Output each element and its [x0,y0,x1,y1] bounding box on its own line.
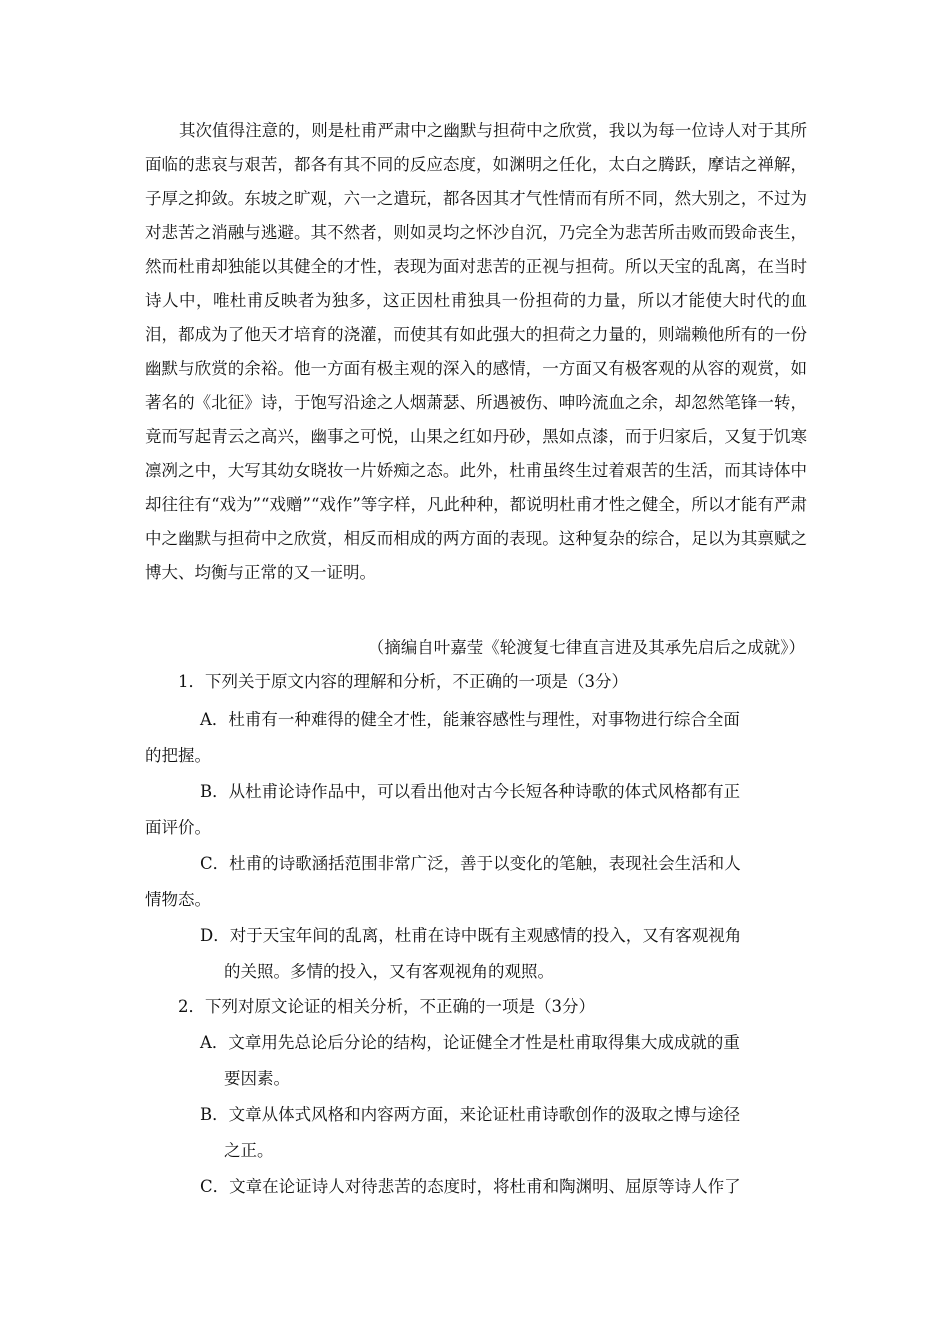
question-2-stem: 2．下列对原文论证的相关分析，不正确的一项是（3分） [178,997,595,1016]
question-1-option-b-continued: 面评价。 [145,818,211,837]
question-2-option-a-continued: 要因素。 [224,1069,290,1088]
question-2-option-a: A．文章用先总论后分论的结构，论证健全才性是杜甫取得集大成成就的重 [200,1033,740,1052]
question-1-stem: 1．下列关于原文内容的理解和分析，不正确的一项是（3分） [178,672,628,691]
passage-paragraph: 其次值得注意的，则是杜甫严肃中之幽默与担荷中之欣赏，我以为每一位诗人对于其所面临的悲哀与艰苦，都各有其不同的反应态度，如渊明之任化，太白之腾跃，摩诘之禅解，子厚之抑敛。东坡之旷观，六一之遣玩，都各因其才气性情而有所不同，然大别之，不过为对悲苦之消融与逃避。其不然者，则如灵均之怀沙自沉，乃完全为悲苦所击败而毁命丧生，然而杜甫却独能以其健全的才性，表现为面对悲苦的正视与担荷。所以天宝的乱离，在当时诗人中，唯杜甫反映者为独多，这正因杜甫独具一份担荷的力量，所以才能使大时代的血泪，都成为了他天才培育的浇灌，而使其有如此强大的担荷之力量的，则端赖他所有的一份幽默与欣赏的余裕。他一方面有极主观的深入的感情，一方面又有极客观的从容的观赏，如著名的《北征》诗，于饱写沿途之人烟萧瑟、所遇被伤、呻吟流血之余，却忽然笔锋一转，竟而写起青云之高兴，幽事之可悦，山果之红如丹砂，黑如点漆，而于归家后，又复于饥寒凛冽之中，大写其幼女晓妆一片娇痴之态。此外，杜甫虽终生过着艰苦的生活，而其诗体中却往往有“戏为”“戏赠”“戏作”等字样，凡此种种，都说明杜甫才性之健全，所以才能有严肃中之幽默与担荷中之欣赏，相反而相成的两方面的表现。这种复杂的综合，足以为其禀赋之博大、均衡与正常的又一证明。 [145,121,807,582]
question-1-option-c-continued: 情物态。 [145,890,211,909]
question-1-option-a: A．杜甫有一种难得的健全才性，能兼容感性与理性，对事物进行综合全面 [200,710,740,729]
question-1-option-d: D．对于天宝年间的乱离，杜甫在诗中既有主观感情的投入，又有客观视角 [200,926,742,945]
question-2-option-b-continued: 之正。 [224,1141,274,1160]
passage-source-citation: （摘编自叶嘉莹《轮渡复七律直言进及其承先启后之成就》） [367,638,805,657]
question-1-option-a-continued: 的把握。 [145,746,211,765]
question-1-option-c: C．杜甫的诗歌涵括范围非常广泛，善于以变化的笔触，表现社会生活和人 [200,854,741,873]
question-2-option-b: B．文章从体式风格和内容两方面，来论证杜甫诗歌创作的汲取之博与途径 [200,1105,741,1124]
question-1-option-b: B．从杜甫论诗作品中，可以看出他对古今长短各种诗歌的体式风格都有正 [200,782,741,801]
question-1-option-d-continued: 的关照。多情的投入，又有客观视角的观照。 [224,962,554,981]
question-2-option-c: C．文章在论证诗人对待悲苦的态度时，将杜甫和陶渊明、屈原等诗人作了 [200,1177,741,1196]
